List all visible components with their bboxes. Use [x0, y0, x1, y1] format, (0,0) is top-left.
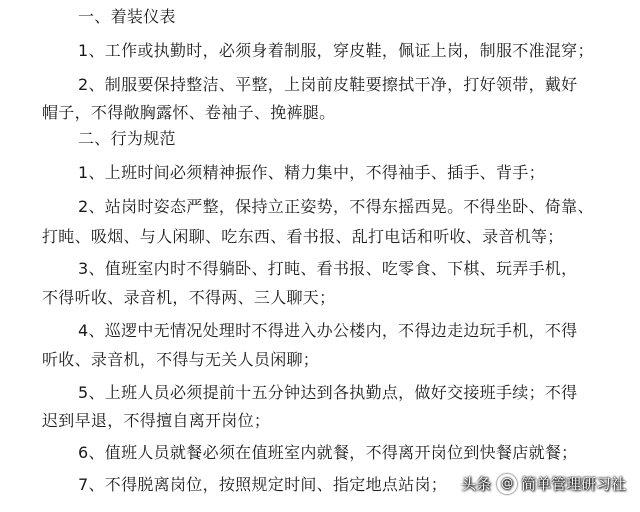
paragraph-line: 打盹、吸烟、与人闲聊、吃东西、看书报、乱打电话和听收、录音机等；	[42, 227, 564, 246]
watermark-prefix: 头条	[460, 475, 491, 493]
section-heading-dress: 一、着装仪表	[78, 7, 176, 26]
paragraph-line: 帽子，不得敞胸露怀、卷袖子、挽裤腿。	[42, 103, 336, 122]
paragraph-line: 不得听收、录音机，不得两、三人聊天；	[42, 288, 336, 307]
paragraph-line: 听收、录音机，不得与无关人员闲聊；	[42, 350, 320, 369]
paragraph-line: 1、上班时间必须精神振作、精力集中，不得袖手、插手、背手；	[78, 163, 545, 182]
paragraph-line: 7、不得脱离岗位，按照规定时间、指定地点站岗；	[78, 475, 448, 494]
paragraph-line: 迟到早退，不得擅自离开岗位；	[42, 411, 271, 430]
at-icon: @	[497, 474, 517, 494]
paragraph-line: 3、值班室内时不得躺卧、打盹、看书报、吃零食、下棋、玩弄手机，	[78, 259, 578, 278]
watermark	[461, 473, 626, 494]
paragraph-line: 1、工作或执勤时，必须身着制服，穿皮鞋，佩证上岗，制服不准混穿；	[78, 41, 594, 60]
watermark-author: 简单管理研习社	[520, 475, 626, 493]
paragraph-line: 2、制服要保持整洁、平整，上岗前皮鞋要擦拭干净，打好领带，戴好	[78, 75, 578, 94]
paragraph-line: 4、巡逻中无情况处理时不得进入办公楼内，不得边走边玩手机，不得	[78, 321, 578, 340]
paragraph-line: 6、值班人员就餐必须在值班室内就餐，不得离开岗位到快餐店就餐；	[78, 443, 578, 462]
paragraph-line: 2、站岗时姿态严整，保持立正姿势，不得东摇西晃。不得坐卧、倚靠、	[78, 197, 594, 216]
paragraph-line: 5、上班人员必须提前十五分钟达到各执勤点，做好交接班手续；不得	[78, 383, 578, 402]
section-heading-conduct: 二、行为规范	[78, 129, 176, 148]
